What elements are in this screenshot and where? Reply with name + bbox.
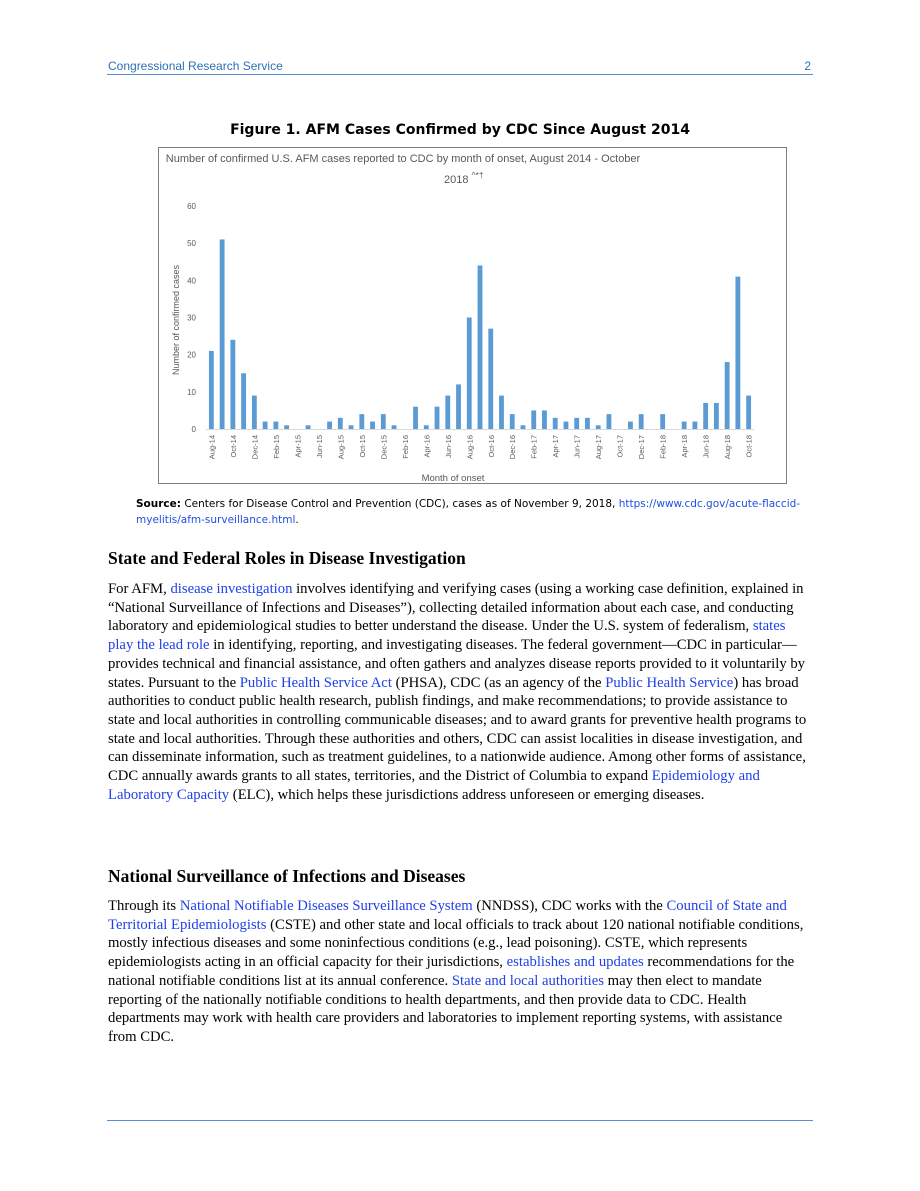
bar-Jun-16	[445, 396, 450, 429]
x-tick-label: Jun-17	[572, 435, 582, 458]
link-elc[interactable]: Epidemiology and Laboratory Capacity	[108, 768, 760, 803]
x-tick-label: Feb-17	[529, 435, 539, 459]
x-tick-label: Oct-18	[744, 435, 754, 458]
bar-Apr-17	[553, 418, 558, 429]
page-header	[107, 59, 813, 75]
x-tick-label: Feb-15	[271, 435, 281, 459]
bar-Dec-14	[252, 396, 257, 429]
bar-Mar-16	[413, 407, 418, 429]
link-nndss[interactable]: National Notifiable Diseases Surveillance System	[179, 898, 473, 914]
source-label: Source:	[136, 498, 181, 510]
bar-Aug-16	[467, 318, 472, 430]
x-tick-label: Apr-18	[680, 435, 690, 458]
link-establishes-updates[interactable]: establishes and updates	[506, 954, 644, 971]
bar-Nov-14	[241, 373, 246, 429]
bar-Feb-17	[531, 410, 536, 429]
bar-May-16	[435, 407, 440, 429]
bar-Nov-16	[499, 396, 504, 429]
text-run: (CSTE) and other state and local officials to track about 120 national notifiable conditions, mostly infectious diseases and some noninfectious conditions (e.g., lead poisoning). CSTE, which represents epidemiologists acting in an official capacity for their jurisdictions,	[108, 916, 804, 971]
chart-svg	[159, 148, 786, 483]
header-rule	[107, 74, 813, 75]
link-public-health-service[interactable]: Public Health Service	[605, 674, 734, 691]
y-tick-label: 20	[187, 350, 196, 360]
figure-source	[136, 496, 808, 528]
y-tick-label: 0	[191, 425, 196, 434]
x-tick-label: Oct-17	[615, 435, 625, 458]
y-tick-label: 50	[187, 239, 196, 249]
y-tick-label: 40	[187, 276, 196, 286]
x-tick-label: Aug-14	[207, 435, 217, 460]
y-tick-label: 10	[187, 387, 196, 397]
text-run: recommendations for the national notifiable conditions list at its annual conference.	[108, 954, 795, 989]
bar-Jul-18	[714, 403, 719, 429]
bar-Oct-15	[359, 414, 364, 429]
bar-Oct-16	[488, 329, 493, 429]
bar-Feb-18	[660, 414, 665, 429]
bar-Jan-16	[392, 425, 397, 429]
text-run: (ELC), which helps these jurisdictions address unforeseen or emerging diseases.	[229, 786, 705, 803]
bar-Jul-17	[585, 418, 590, 429]
x-tick-label: Apr-16	[422, 435, 432, 458]
bar-Jul-15	[327, 422, 332, 429]
y-axis-label: Number of confirmed cases	[171, 264, 181, 376]
y-tick-label: 30	[187, 313, 196, 323]
source-end: .	[295, 514, 299, 526]
bar-Aug-17	[596, 425, 601, 429]
bar-Apr-18	[682, 422, 687, 429]
bar-Dec-16	[510, 414, 515, 429]
text-run: (NNDSS), CDC works with the	[472, 898, 667, 914]
x-axis	[207, 435, 753, 459]
text-run: For AFM,	[108, 581, 171, 597]
x-tick-label: Jun-18	[701, 435, 711, 458]
section-heading-roles: State and Federal Roles in Disease Investigation	[108, 548, 466, 568]
x-tick-label: Dec-17	[637, 435, 647, 460]
page-number: 2	[804, 59, 811, 73]
footer-rule	[107, 1120, 813, 1121]
link-disease-investigation[interactable]: disease investigation	[170, 581, 293, 597]
bar-Sep-17	[607, 414, 612, 429]
bar-Sep-18	[735, 277, 740, 429]
paragraph-surveillance	[108, 897, 814, 1047]
bar-Jan-15	[263, 422, 268, 429]
bar-Feb-15	[273, 422, 278, 429]
bar-Jul-16	[456, 384, 461, 429]
bar-Mar-17	[542, 410, 547, 429]
bar-Apr-16	[424, 425, 429, 429]
bar-Mar-15	[284, 425, 289, 429]
bar-Oct-14	[230, 340, 235, 429]
bar-Aug-15	[338, 418, 343, 429]
x-tick-label: Aug-16	[465, 435, 475, 460]
link-public-health-service-act[interactable]: Public Health Service Act	[239, 674, 392, 691]
bar-Dec-15	[381, 414, 386, 429]
chart-title-superscript: ^*†	[471, 170, 484, 180]
x-tick-label: Apr-17	[551, 435, 561, 458]
x-tick-label: Oct-16	[486, 435, 496, 458]
x-tick-label: Oct-15	[357, 435, 367, 458]
link-cste[interactable]: Council of State and Territorial Epidemiologists	[108, 898, 787, 933]
bar-May-15	[306, 425, 311, 429]
link-states-lead-role[interactable]: states play the lead role	[108, 618, 786, 654]
x-tick-label: Feb-18	[658, 435, 668, 459]
x-tick-label: Dec-14	[250, 435, 260, 460]
bar-Jan-17	[521, 425, 526, 429]
x-tick-label: Feb-16	[400, 435, 410, 459]
figure-title: Figure 1. AFM Cases Confirmed by CDC Since August 2014	[230, 122, 690, 138]
bar-Nov-17	[628, 422, 633, 429]
header-publisher: Congressional Research Service	[108, 59, 283, 73]
x-tick-label: Aug-18	[723, 435, 733, 460]
x-tick-label: Apr-15	[293, 435, 303, 458]
chart-title-year: 2018	[444, 174, 469, 186]
section-heading-surveillance: National Surveillance of Infections and Diseases	[108, 866, 466, 886]
source-link[interactable]: https://www.cdc.gov/acute-flaccid-myelitis/afm-surveillance.html	[136, 498, 801, 526]
x-tick-label: Oct-14	[228, 435, 238, 458]
bar-Oct-18	[746, 396, 751, 429]
x-tick-label: Jun-15	[314, 435, 324, 458]
x-tick-label: Aug-15	[336, 435, 346, 460]
bar-Aug-18	[725, 362, 730, 429]
bar-Sep-16	[478, 265, 483, 429]
source-text: Centers for Disease Control and Prevention (CDC), cases as of November 9, 2018,	[180, 498, 619, 510]
bar-Nov-15	[370, 422, 375, 429]
bar-Sep-15	[349, 425, 354, 429]
text-run: may then elect to mandate reporting of the nationally notifiable conditions to health departments, and then provide data to CDC. Health departments may work with health care providers and laboratories to implement reporting systems, with assistance from CDC.	[108, 972, 783, 1045]
text-run: involves identifying and verifying cases (using a working case definition, explained in “National Surveillance of Infections and Diseases”), collecting detailed information about each case, and conducting laboratory and epidemiological studies to better understand the disease. Under the U.S. system of federalism,	[108, 581, 804, 635]
chart-title-line1: Number of confirmed U.S. AFM cases reported to CDC by month of onset, August 2014 - October	[165, 153, 641, 165]
bar-Dec-17	[639, 414, 644, 429]
afm-chart	[158, 147, 787, 484]
text-run: ) has broad authorities to conduct public health research, publish findings, and make recommendations; to provide assistance to state and local authorities in controlling communicable diseases; and to award grants for preventive health programs to state and local authorities. Through these authorities and others, CDC can assist localities in disease investigation, and can disseminate information, such as treatment guidelines, to a nationwide audience. Among other forms of assistance, CDC annually awards grants to all states, territories, and the District of Columbia to expand	[108, 674, 807, 785]
x-axis-label: Month of onset	[421, 473, 485, 483]
x-tick-label: Jun-16	[443, 435, 453, 458]
bar-May-17	[564, 422, 569, 429]
x-tick-label: Dec-16	[508, 435, 518, 460]
bar-Jun-18	[703, 403, 708, 429]
bar-Jun-17	[574, 418, 579, 429]
bars	[209, 239, 751, 429]
x-tick-label: Aug-17	[594, 435, 604, 460]
x-tick-label: Dec-15	[379, 435, 389, 460]
link-state-local-authorities[interactable]: State and local authorities	[451, 972, 604, 989]
text-run: Through its	[108, 898, 180, 914]
bar-May-18	[692, 422, 697, 429]
text-run: (PHSA), CDC (as an agency of the	[391, 674, 606, 691]
y-axis	[187, 202, 196, 434]
bar-Aug-14	[209, 351, 214, 429]
text-run: in identifying, reporting, and investigating diseases. The federal government—CDC in particular—provides technical and financial assistance, and often gathers and analyzes disease reports provided to it voluntarily by states. Pursuant to the	[108, 637, 806, 691]
paragraph-roles	[108, 580, 814, 804]
chart-title-line2	[444, 170, 484, 186]
y-tick-label: 60	[187, 202, 196, 211]
bar-Sep-14	[220, 239, 225, 429]
